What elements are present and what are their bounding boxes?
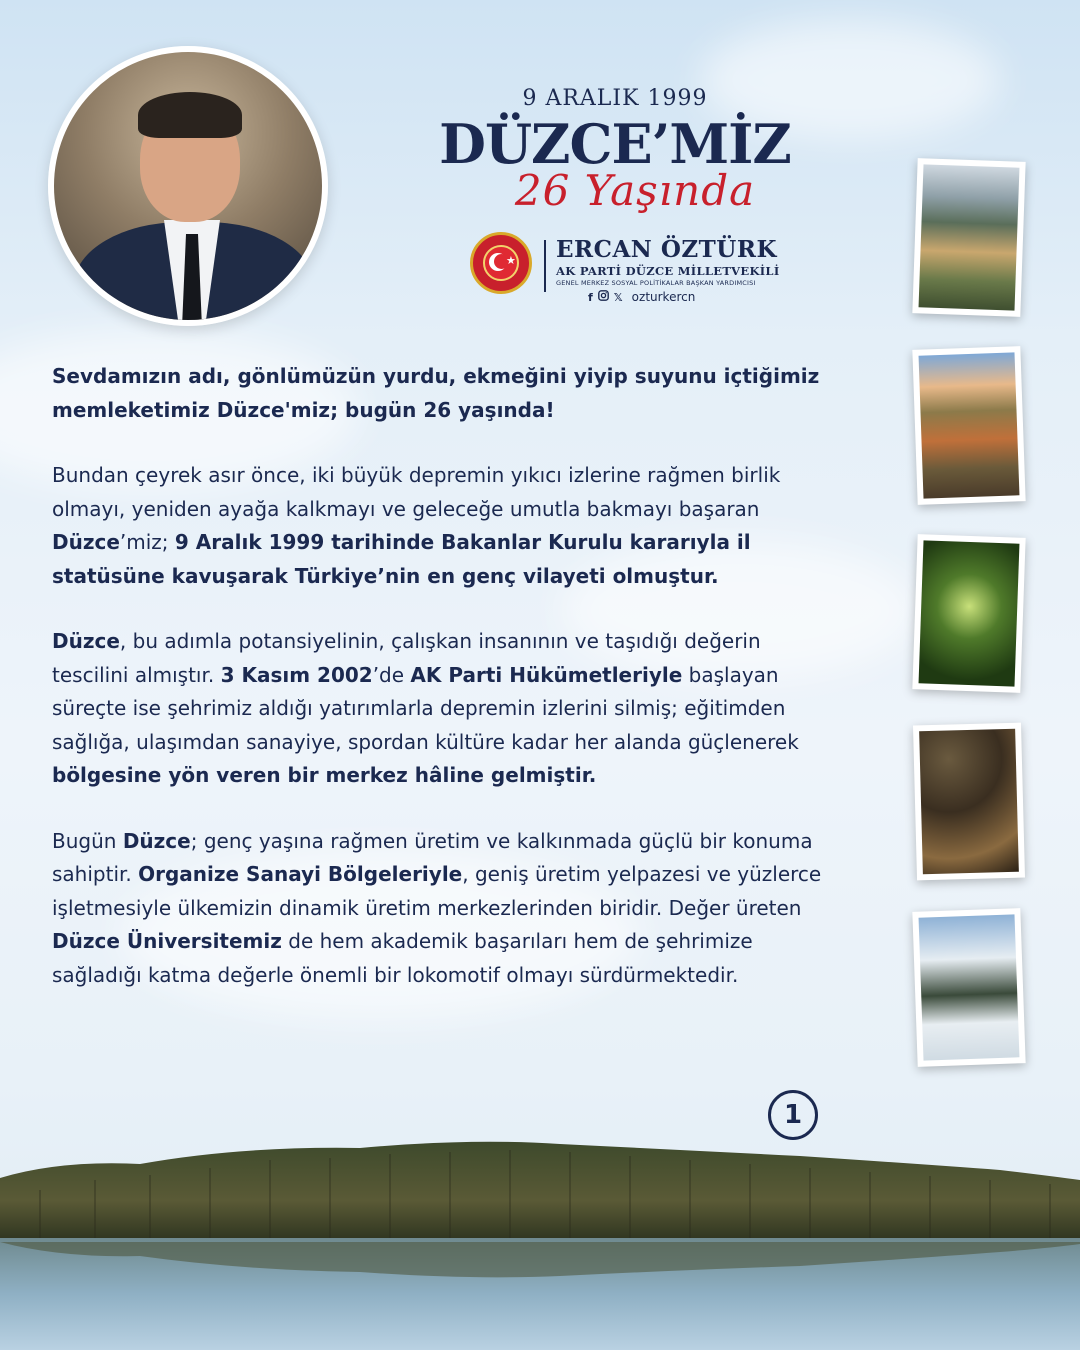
text-bold: Düzce — [52, 530, 120, 554]
photo-lake-boardwalk — [912, 158, 1025, 317]
main-title: DÜZCE’MİZ — [439, 112, 791, 176]
text-span: de hem akademik başarıları hem de şehrimize sağladığı katma değerle önemli bir lokomotif olmayı sürdürmektedir. — [52, 929, 753, 987]
tbmm-emblem-icon: ★ — [470, 232, 532, 294]
text-span: , geniş üretim yelpazesi ve yüzlerce işletmesiyle ülkemizin dinamik üretim merkezlerinden biridir. Değer üreten — [52, 862, 822, 920]
page-number-badge: 1 — [768, 1090, 818, 1140]
divider — [544, 240, 546, 292]
paragraph-today — [52, 825, 842, 993]
facebook-icon[interactable]: f — [588, 290, 593, 304]
author-subrole: GENEL MERKEZ SOSYAL POLİTİKALAR BAŞKAN YARDIMCISI — [556, 279, 756, 287]
text-span: ’miz; — [119, 530, 175, 554]
photo-forest-waterfall — [912, 534, 1025, 693]
date-heading: 9 ARALIK 1999 — [522, 86, 708, 111]
social-links — [588, 290, 695, 304]
text-span: Bundan çeyrek asır önce, iki büyük depremin yıkıcı izlerine rağmen birlik olmayı, yeniden ayağa kalkmayı ve geleceğe umutla bakmayı başaran — [52, 463, 781, 521]
photo-city-aerial — [912, 346, 1025, 505]
text-span: ’de — [372, 662, 411, 687]
text-bold: 9 Aralık 1999 tarihinde Bakanlar Kurulu kararıyla il statüsüne kavuşarak Türkiye’nin en genç vilayeti olmuştur. — [52, 530, 751, 588]
social-handle[interactable]: ozturkercn — [631, 290, 696, 304]
portrait-photo — [48, 46, 328, 326]
text-bold: Organize Sanayi Bölgeleriyle — [138, 862, 463, 886]
author-role: AK PARTİ DÜZCE MİLLETVEKİLİ — [556, 264, 780, 278]
photo-snowy-village — [912, 908, 1025, 1067]
text-bold: AK Parti Hükümetleriyle — [410, 662, 683, 687]
x-icon[interactable]: 𝕏 — [613, 290, 623, 304]
portrait-hair — [138, 92, 242, 138]
text-span: ; genç yaşına rağmen üretim ve kalkınmada güçlü bir konuma sahiptir. — [52, 828, 813, 886]
paragraph-history — [52, 459, 842, 593]
photo-cave — [913, 723, 1025, 881]
text-bold: Düzce — [52, 629, 120, 653]
author-name: ERCAN ÖZTÜRK — [556, 236, 777, 263]
lead-paragraph: Sevdamızın adı, gönlümüzün yurdu, ekmeğini yiyip suyunu içtiğimiz memleketimiz Düzce'miz; bugün 26 yaşında! — [52, 364, 820, 422]
text-bold: Düzce — [122, 828, 191, 853]
text-bold: 3 Kasım 2002 — [220, 662, 373, 687]
text-span: başlayan süreçte ise şehrimiz aldığı yatırımlarla depremin izlerini silmiş; eğitimden sağlığa, ulaşımdan sanayiye, spordan kültüre kadar her alanda güçlenerek — [52, 662, 799, 754]
message-body — [52, 360, 842, 1024]
forest-lake-landscape — [0, 1130, 1080, 1350]
text-bold: Düzce Üniversitemiz — [52, 929, 282, 953]
text-span: Bugün — [52, 828, 123, 853]
paragraph-development — [52, 625, 842, 793]
text-bold: bölgesine yön veren bir merkez hâline gelmiştir. — [52, 763, 597, 787]
text-span: , bu adımla potansiyelinin, çalışkan insanının ve taşıdığı değerin tescilini almıştır. — [52, 629, 761, 687]
subtitle: 26 Yaşında — [514, 166, 756, 215]
instagram-icon[interactable] — [598, 290, 609, 304]
